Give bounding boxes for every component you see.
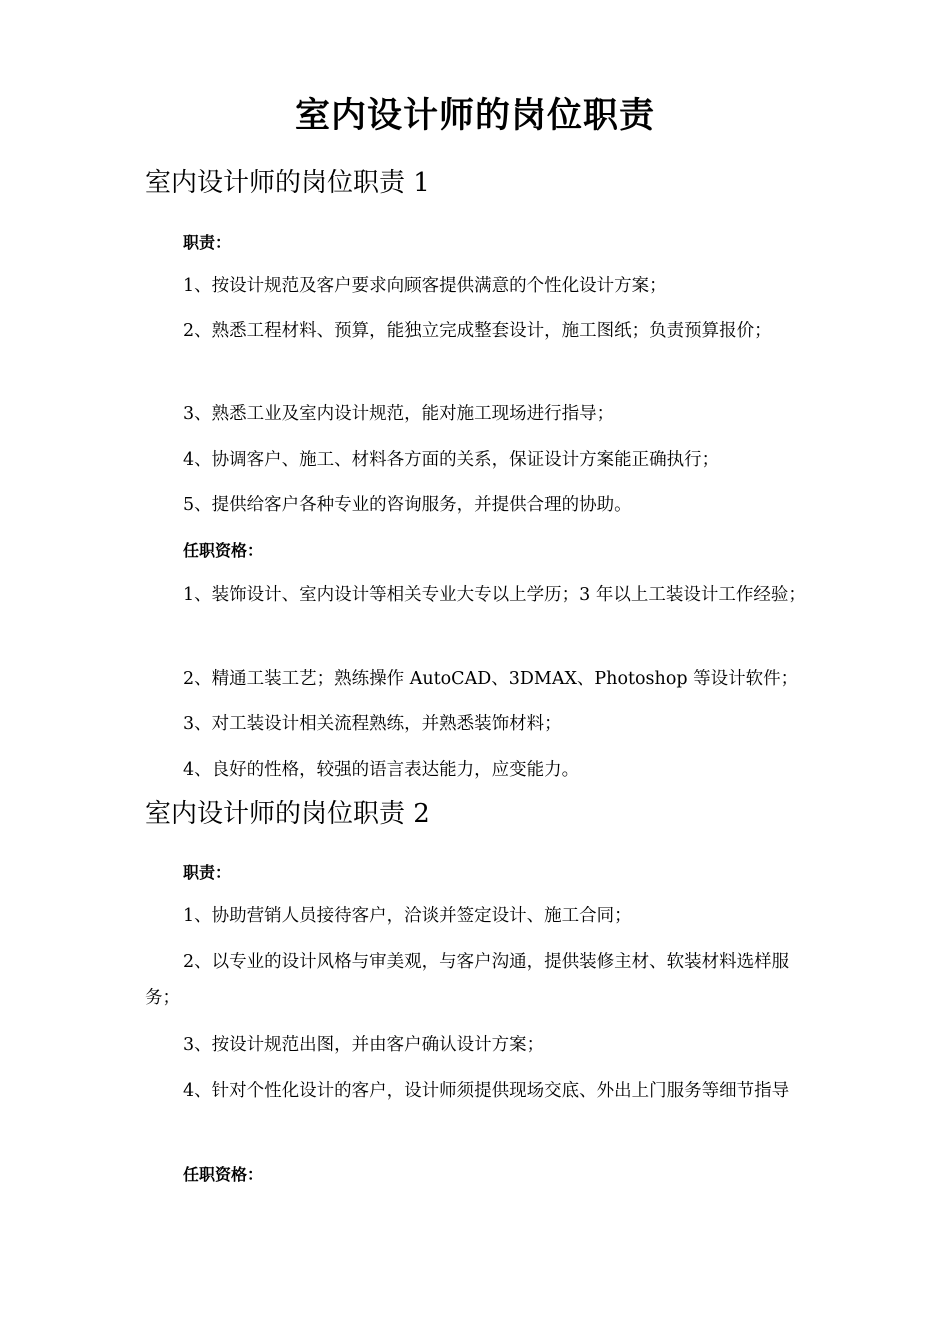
qualification-item: 4、良好的性格，较强的语言表达能力，应变能力。 xyxy=(183,760,580,780)
duties-label-1: 职责： xyxy=(183,233,232,252)
qualifications-label-2: 任职资格： xyxy=(183,1165,264,1184)
qualification-item: 2、精通工装工艺；熟练操作 AutoCAD、3DMAX、Photoshop 等设计软件； xyxy=(183,669,799,689)
document-title: 室内设计师的岗位职责 xyxy=(294,95,655,136)
duty-item: 5、提供给客户各种专业的咨询服务，并提供合理的协助。 xyxy=(183,495,632,515)
duty-item: 4、针对个性化设计的客户，设计师须提供现场交底、外出上门服务等细节指导 xyxy=(183,1081,790,1101)
duty-item: 2、以专业的设计风格与审美观，与客户沟通，提供装修主材、软装材料选样服务； xyxy=(145,952,790,1008)
duty-item: 3、熟悉工业及室内设计规范，能对施工现场进行指导； xyxy=(183,404,615,424)
qualification-item: 3、对工装设计相关流程熟练，并熟悉装饰材料； xyxy=(183,714,562,734)
qualification-item: 1、装饰设计、室内设计等相关专业大专以上学历；3 年以上工装设计工作经验； xyxy=(183,585,806,605)
qualifications-label-1: 任职资格： xyxy=(183,541,264,560)
duty-item: 1、协助营销人员接待客户，洽谈并签定设计、施工合同； xyxy=(183,906,632,926)
section-heading-2: 室内设计师的岗位职责 2 xyxy=(145,799,430,829)
duty-item: 4、协调客户、施工、材料各方面的关系，保证设计方案能正确执行； xyxy=(183,450,720,470)
section-heading-1: 室内设计师的岗位职责 1 xyxy=(145,168,430,198)
duty-item: 1、按设计规范及客户要求向顾客提供满意的个性化设计方案； xyxy=(183,276,667,296)
duties-label-2: 职责： xyxy=(183,863,232,882)
duty-item: 3、按设计规范出图，并由客户确认设计方案； xyxy=(183,1035,545,1055)
duty-item: 2、熟悉工程材料、预算，能独立完成整套设计，施工图纸；负责预算报价； xyxy=(183,321,772,341)
